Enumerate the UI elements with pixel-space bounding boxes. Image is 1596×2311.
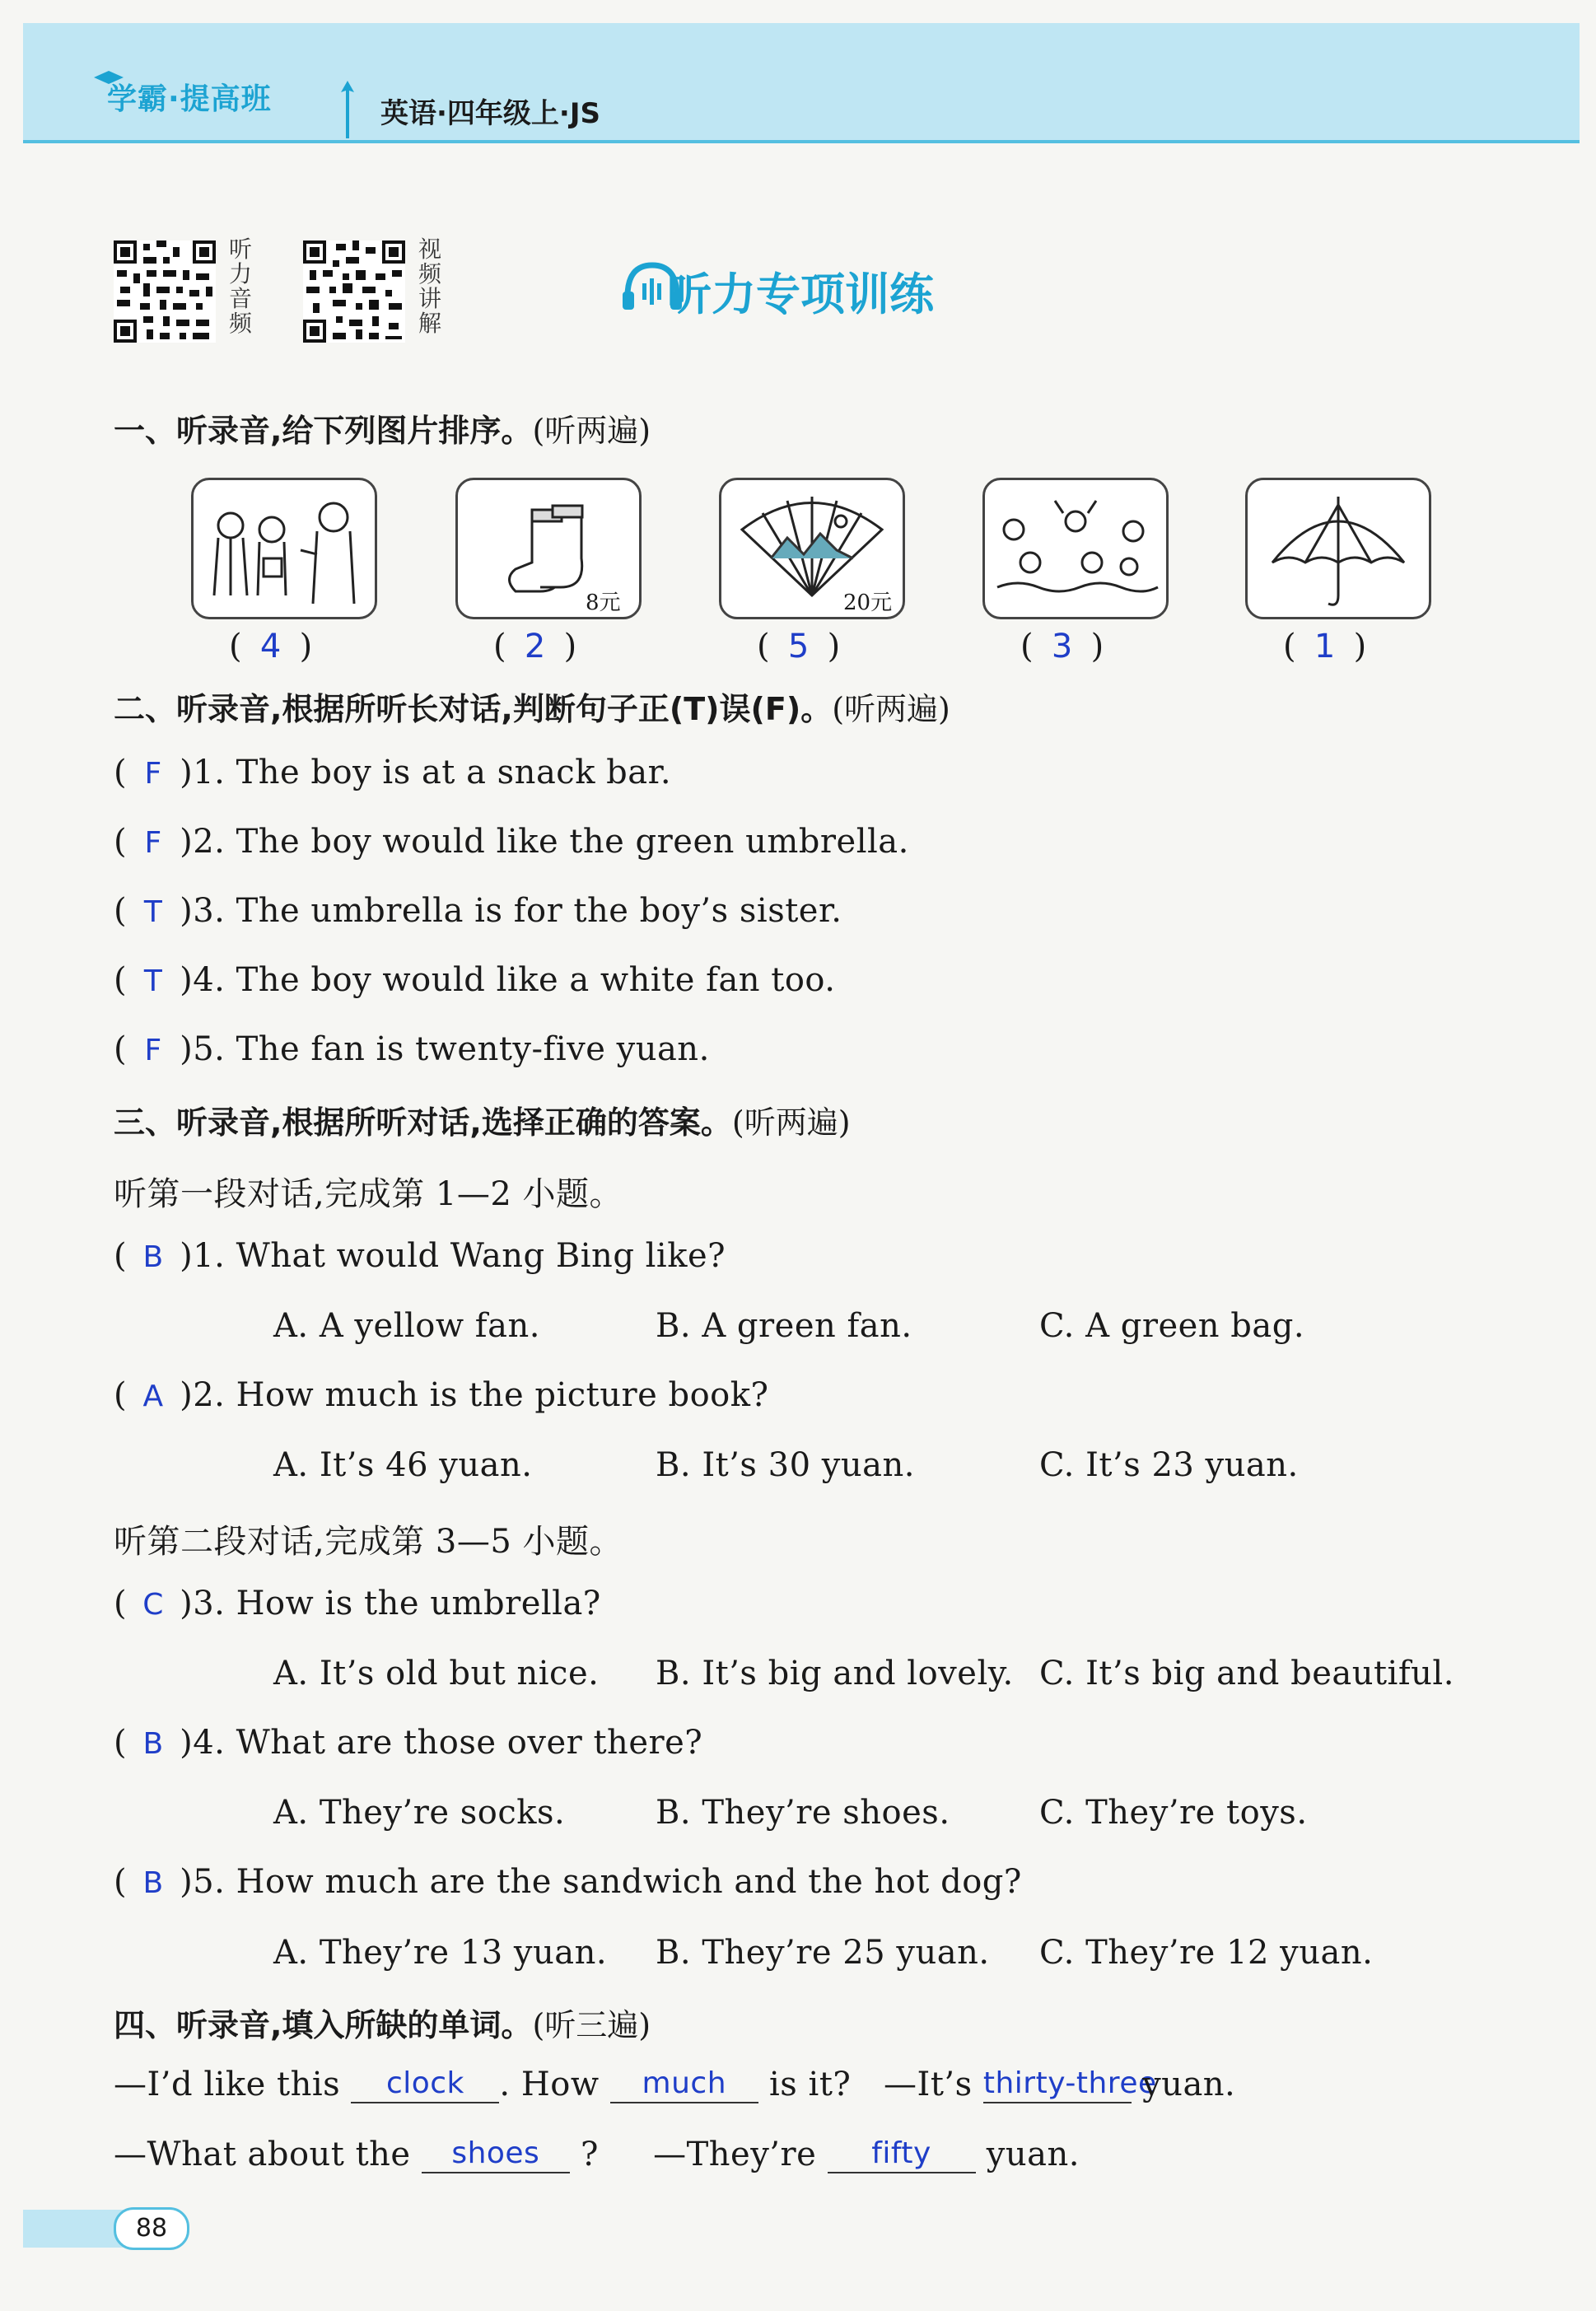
- section-1-heading: 一、听录音,给下列图片排序。(听两遍): [114, 413, 651, 449]
- mc-question: ( C )3. How is the umbrella?: [114, 1585, 601, 1622]
- mc-question: ( B )5. How much are the sandwich and the hot dog?: [114, 1863, 1022, 1901]
- part-instruction: 听第一段对话,完成第 1—2 小题。: [114, 1175, 623, 1213]
- picture-card-socks: [455, 478, 642, 619]
- picture-answer: ( 4 ): [229, 628, 313, 665]
- mc-option: B. It’s big and lovely.: [656, 1655, 1014, 1692]
- part-instruction: 听第二段对话,完成第 3—5 小题。: [114, 1523, 623, 1561]
- mc-option: B. They’re 25 yuan.: [656, 1934, 990, 1972]
- picture-answer: ( 1 ): [1283, 628, 1367, 665]
- price-label: 8元: [586, 591, 621, 615]
- mc-option: B. A green fan.: [656, 1307, 912, 1345]
- mc-option: A. It’s old but nice.: [273, 1655, 600, 1692]
- mc-option: C. They’re 12 yuan.: [1039, 1934, 1374, 1972]
- mc-option: A. They’re 13 yuan.: [273, 1934, 608, 1972]
- swimming-children-icon: [985, 480, 1166, 617]
- fill-line-2: —What about the shoes ? —They’re fifty yuan.: [114, 2136, 1080, 2173]
- page-title: 听力专项训练: [667, 268, 934, 320]
- qr-code-icon[interactable]: [114, 240, 216, 343]
- arrow-up-icon: [338, 79, 357, 140]
- video-explain-label: 视频讲解: [418, 236, 442, 337]
- mc-option: A. A yellow fan.: [273, 1307, 540, 1345]
- mc-option: C. A green bag.: [1039, 1307, 1305, 1345]
- blank-answer: shoes: [422, 2136, 570, 2173]
- picture-card-people: [191, 478, 377, 619]
- subject-label: 英语·四年级上·JS: [380, 97, 600, 130]
- tf-item: ( T )4. The boy would like a white fan too.: [114, 961, 836, 999]
- picture-answer: ( 5 ): [757, 628, 841, 665]
- mc-option: A. They’re socks.: [273, 1794, 566, 1832]
- mc-question: ( B )4. What are those over there?: [114, 1724, 703, 1762]
- blank-answer: clock: [351, 2066, 499, 2103]
- mc-question: ( B )1. What would Wang Bing like?: [114, 1237, 726, 1275]
- tf-item: ( F )5. The fan is twenty-five yuan.: [114, 1030, 710, 1068]
- page-number: 88: [114, 2207, 189, 2250]
- price-label: 20元: [843, 591, 893, 615]
- blank-answer: much: [610, 2066, 758, 2103]
- mc-question: ( A )2. How much is the picture book?: [114, 1376, 769, 1414]
- umbrella-icon: [1248, 480, 1429, 617]
- mc-option: C. They’re toys.: [1039, 1794, 1308, 1832]
- qr-code-icon[interactable]: [303, 240, 405, 343]
- tf-item: ( F )2. The boy would like the green umbrella.: [114, 823, 909, 861]
- picture-answer: ( 2 ): [493, 628, 577, 665]
- tf-item: ( T )3. The umbrella is for the boy’s sister.: [114, 892, 842, 930]
- people-talking-icon: [194, 480, 375, 617]
- section-4-heading: 四、听录音,填入所缺的单词。(听三遍): [114, 2007, 651, 2043]
- brand-title: 学霸·提高班: [107, 82, 272, 116]
- mc-option: B. They’re shoes.: [656, 1794, 950, 1832]
- picture-card-umbrella: [1245, 478, 1431, 619]
- blank-answer: fifty: [828, 2136, 976, 2173]
- mc-option: B. It’s 30 yuan.: [656, 1446, 915, 1484]
- mc-option: C. It’s big and beautiful.: [1039, 1655, 1454, 1692]
- tf-item: ( F )1. The boy is at a snack bar.: [114, 754, 672, 791]
- picture-card-fan: [719, 478, 905, 619]
- mc-option: A. It’s 46 yuan.: [273, 1446, 533, 1484]
- fill-line-1: —I’d like this clock . How much is it? —It’s thirty-three yuan.: [114, 2066, 1236, 2103]
- section-2-heading: 二、听录音,根据所听长对话,判断句子正(T)误(F)。(听两遍): [114, 691, 950, 727]
- blank-answer: thirty-three: [983, 2066, 1132, 2103]
- picture-answer: ( 3 ): [1020, 628, 1104, 665]
- picture-card-swimming: [982, 478, 1169, 619]
- listen-audio-label: 听力音频: [229, 236, 253, 337]
- section-3-heading: 三、听录音,根据所听对话,选择正确的答案。(听两遍): [114, 1104, 851, 1141]
- mc-option: C. It’s 23 yuan.: [1039, 1446, 1299, 1484]
